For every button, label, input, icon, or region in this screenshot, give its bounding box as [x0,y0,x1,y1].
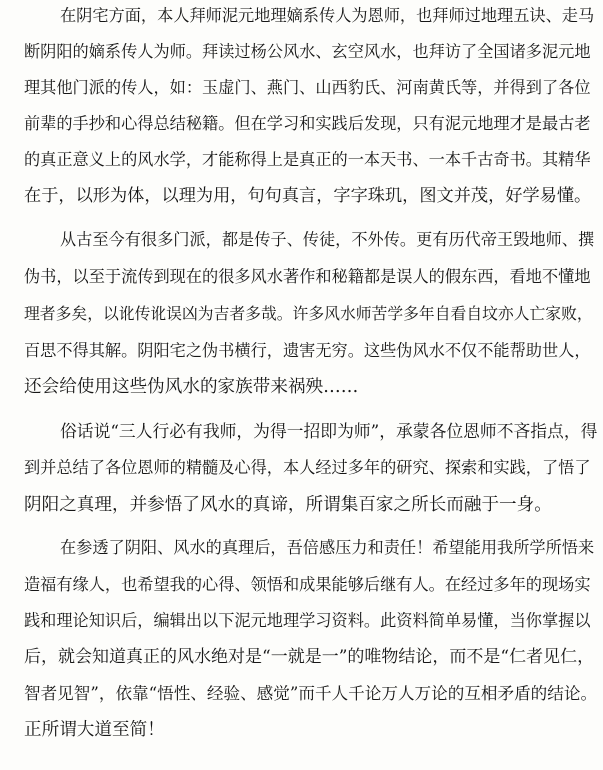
text-line: 正所谓大道至简！ [24,720,165,740]
text-line: 造福有缘人，也希望我的心得、领悟和成果能够后继有人。在经过多年的现场实 [24,575,591,594]
text-line: 理者多矣，以讹传讹误凶为吉者多哉。许多风水师苦学多年自看自坟亦人亡家败， [24,304,593,323]
text-line: 俗话说“三人行必有我师，为得一招即为师”，承蒙各位恩师不吝指点，得 [60,421,598,441]
text-line: 后，就会知道真正的风水绝对是“一就是一”的唯物结论，而不是“仁者见仁， [24,647,595,667]
text-line: 从古至今有很多门派，都是传子、传徒，不外传。更有历代帝王毁地师、撰 [60,230,595,249]
text-line: 在参透了阴阳、风水的真理后，吾倍感压力和责任！希望能用我所学所悟来 [60,538,595,557]
text-line: 伪书，以至于流传到现在的很多风水著作和秘籍都是误人的假东西，看地不懂地 [24,267,591,286]
text-line: 断阴阳的嫡系传人为师。拜读过杨公风水、玄空风水，也拜访了全国诸多泥元地 [24,42,591,61]
text-line: 智者见智”，依靠“悟性、经验、感觉”而千人千论万人万论的互相矛盾的结论。 [24,684,598,703]
text-line: 践和理论知识后，编辑出以下泥元地理学习资料。此资料简单易懂，当你掌握以 [24,611,591,630]
text-line: 到并总结了各位恩师的精髓及心得，本人经过多年的研究、探索和实践，了悟了 [24,458,591,477]
text-line: 在于，以形为体，以理为用，句句真言，字字珠玑，图文并茂，好学易懂。 [24,186,592,206]
text-line: 阴阳之真理，并参悟了风水的真谛，所谓集百家之所长而融于一身。 [24,495,552,515]
text-line: 百思不得其解。阴阳宅之伪书横行，遗害无穷。这些伪风水不仅不能帮助世人， [24,341,591,360]
text-line: 还会给使用这些伪风水的家族带来祸殃…… [24,377,359,397]
text-line: 理其他门派的传人，如：玉虚门、燕门、山西豹氏、河南黄氏等，并得到了各位 [24,78,591,97]
text-line: 的真正意义上的风水学，才能称得上是真正的一本天书、一本千古奇书。其精华 [24,150,591,169]
text-line: 在阴宅方面，本人拜师泥元地理嫡系传人为恩师，也拜师过地理五诀、走马 [60,6,595,25]
text-line: 前辈的手抄和心得总结秘籍。但在学习和实践后发现，只有泥元地理才是最古老 [24,114,591,133]
